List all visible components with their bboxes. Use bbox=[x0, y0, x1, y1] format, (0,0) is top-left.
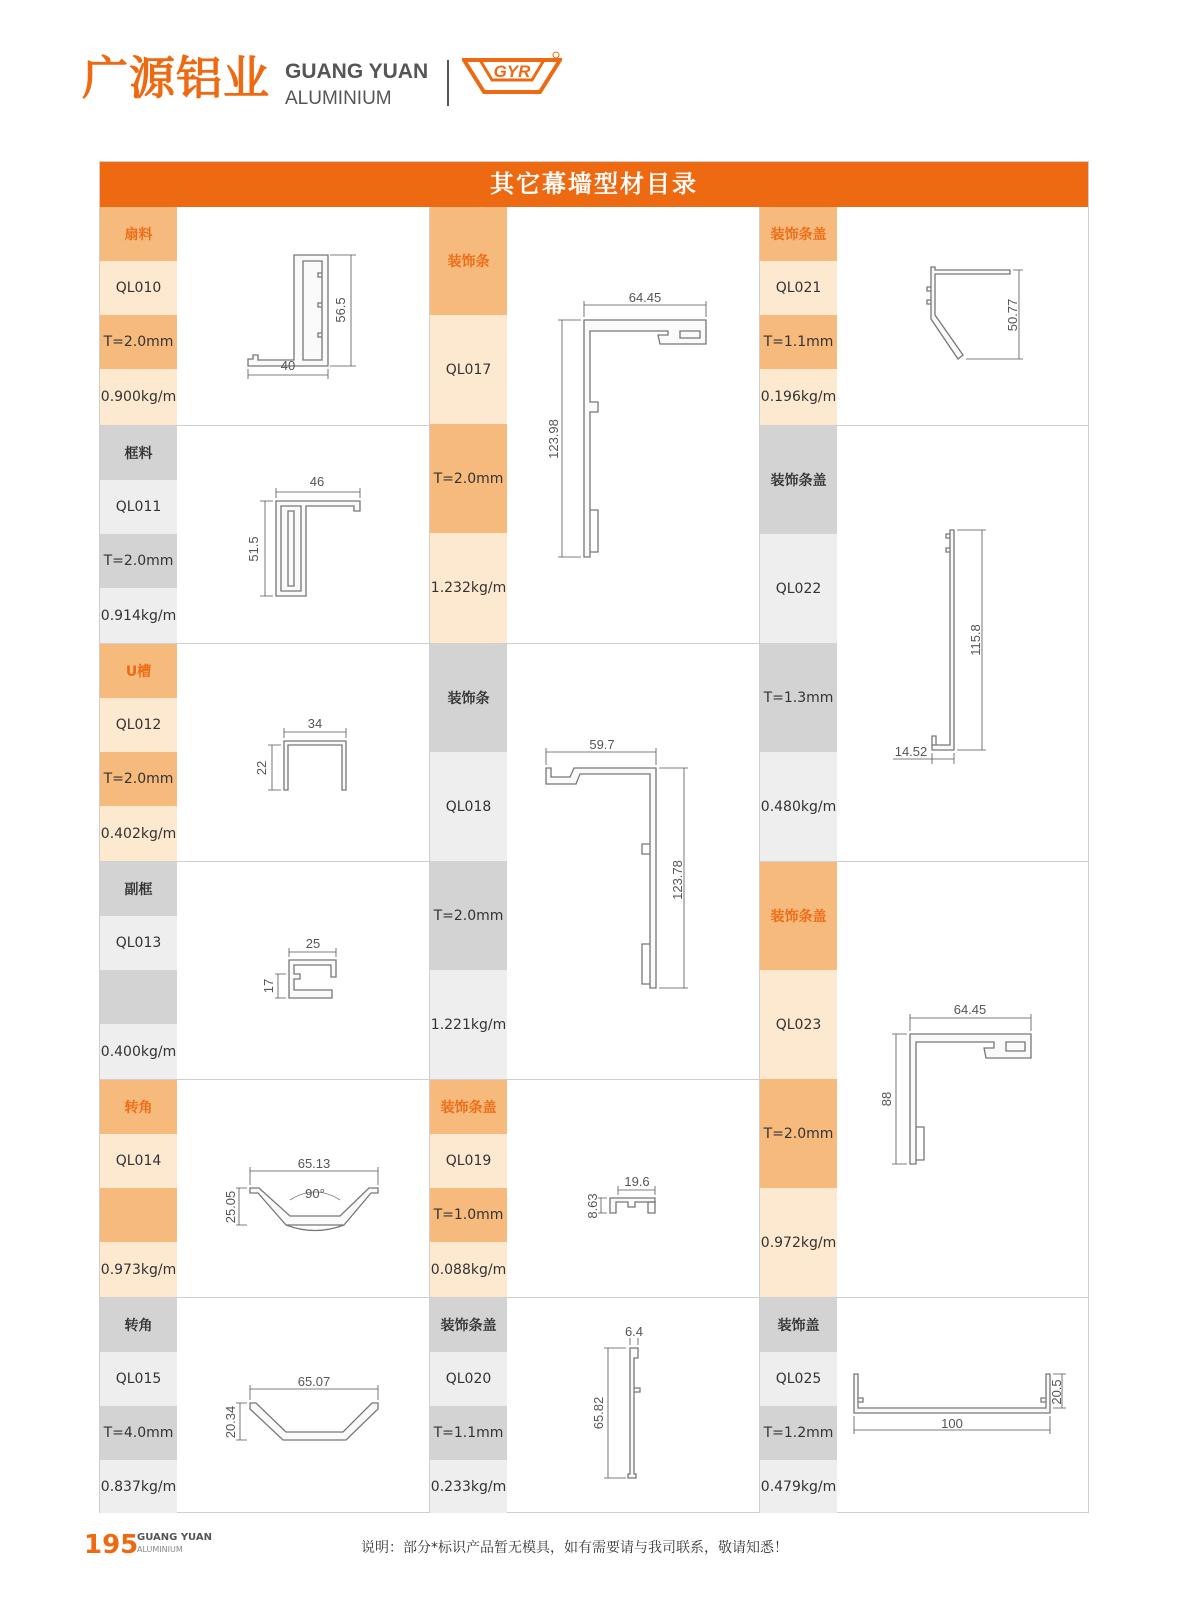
footer-brand-line2: ALUMINIUM bbox=[137, 1545, 183, 1554]
profile-weight: 0.837kg/m bbox=[100, 1460, 177, 1513]
profile-thickness: T=1.2mm bbox=[760, 1406, 837, 1460]
profile-code: QL020 bbox=[430, 1352, 507, 1406]
profile-code: QL011 bbox=[100, 480, 177, 534]
logo-mark-text: GYR bbox=[493, 62, 531, 81]
profile-drawing-ql020 bbox=[508, 1298, 758, 1513]
profile-item-ql025[interactable] bbox=[760, 1298, 1089, 1513]
catalog-title: 其它幕墙型材目录 bbox=[100, 162, 1088, 207]
profile-thickness: T=1.0mm bbox=[430, 1188, 507, 1242]
dimension-label: 25 bbox=[305, 936, 321, 951]
profile-item-ql011[interactable] bbox=[100, 426, 429, 643]
catalog-table bbox=[99, 161, 1089, 1513]
category-label: 装饰条盖 bbox=[430, 1080, 507, 1134]
profile-weight: 0.479kg/m bbox=[760, 1460, 837, 1513]
category-label: 框料 bbox=[100, 426, 177, 480]
profile-drawing-ql019 bbox=[508, 1080, 758, 1297]
profile-drawing-ql023 bbox=[838, 862, 1088, 1297]
profile-thickness: T=2.0mm bbox=[100, 752, 177, 806]
dimension-label: 6.4 bbox=[624, 1324, 644, 1339]
dimension-label: 40 bbox=[280, 358, 296, 373]
profile-item-ql018[interactable] bbox=[430, 644, 759, 1079]
profile-drawing-ql022 bbox=[838, 426, 1088, 861]
profile-drawing-ql025 bbox=[838, 1298, 1088, 1513]
dimension-label: 46 bbox=[309, 474, 325, 489]
brand-english-line2: ALUMINIUM bbox=[285, 88, 392, 109]
profile-thickness: T=2.0mm bbox=[430, 861, 507, 970]
page-number: 195 bbox=[84, 1530, 139, 1560]
brand-chinese-name: 广源铝业 bbox=[82, 51, 270, 105]
profile-drawing-ql015 bbox=[178, 1298, 428, 1513]
profile-weight: 1.221kg/m bbox=[430, 970, 507, 1079]
profile-code: QL014 bbox=[100, 1134, 177, 1188]
dimension-label: 25.05 bbox=[223, 1190, 238, 1224]
profile-item-ql017[interactable] bbox=[430, 207, 759, 643]
profile-code: QL013 bbox=[100, 916, 177, 970]
dimension-label: 59.7 bbox=[589, 737, 615, 752]
catalog-grid bbox=[100, 207, 1088, 1513]
profile-weight: 0.973kg/m bbox=[100, 1242, 177, 1297]
dimension-label: 100 bbox=[941, 1416, 963, 1431]
profile-drawing-ql012 bbox=[178, 644, 428, 861]
dimension-label: 123.98 bbox=[546, 419, 561, 459]
dimension-label: 22 bbox=[254, 760, 269, 776]
dimension-label: 65.82 bbox=[591, 1396, 606, 1430]
category-label: 转角 bbox=[100, 1080, 177, 1134]
profile-weight: 0.088kg/m bbox=[430, 1242, 507, 1297]
profile-thickness: T=2.0mm bbox=[430, 424, 507, 533]
profile-thickness bbox=[100, 1188, 177, 1242]
category-label: 装饰条盖 bbox=[760, 862, 837, 970]
dimension-label: 64.45 bbox=[953, 1002, 987, 1017]
profile-item-ql013[interactable] bbox=[100, 862, 429, 1079]
category-label: 副框 bbox=[100, 862, 177, 916]
category-label: 装饰条盖 bbox=[430, 1298, 507, 1352]
profile-item-ql021[interactable] bbox=[760, 207, 1089, 425]
dimension-label: 34 bbox=[307, 716, 323, 731]
dimension-label: 123.78 bbox=[670, 860, 685, 900]
profile-item-ql012[interactable] bbox=[100, 644, 429, 861]
profile-thickness: T=4.0mm bbox=[100, 1406, 177, 1460]
dimension-label: 56.5 bbox=[333, 297, 348, 323]
profile-thickness: T=2.0mm bbox=[760, 1079, 837, 1188]
dimension-label: 90° bbox=[305, 1186, 325, 1201]
profile-weight: 0.196kg/m bbox=[760, 369, 837, 425]
profile-drawing-ql011 bbox=[178, 426, 428, 643]
profile-item-ql010[interactable] bbox=[100, 207, 429, 425]
dimension-label: 65.07 bbox=[297, 1374, 331, 1389]
profile-drawing-ql013 bbox=[178, 862, 428, 1079]
profile-code: QL021 bbox=[760, 261, 837, 315]
profile-weight: 0.480kg/m bbox=[760, 752, 837, 861]
profile-drawing-ql010 bbox=[178, 207, 428, 425]
profile-code: QL025 bbox=[760, 1352, 837, 1406]
profile-weight: 0.402kg/m bbox=[100, 806, 177, 861]
profile-code: QL012 bbox=[100, 698, 177, 752]
profile-item-ql023[interactable] bbox=[760, 862, 1089, 1297]
category-label: U槽 bbox=[100, 644, 177, 698]
profile-drawing-ql021 bbox=[838, 207, 1088, 425]
category-label: 转角 bbox=[100, 1298, 177, 1352]
profile-code: QL022 bbox=[760, 534, 837, 643]
profile-drawing-ql017 bbox=[508, 207, 758, 643]
profile-thickness: T=1.1mm bbox=[760, 315, 837, 369]
profile-weight: 0.233kg/m bbox=[430, 1460, 507, 1513]
profile-drawing-ql014 bbox=[178, 1080, 428, 1297]
profile-item-ql020[interactable] bbox=[430, 1298, 759, 1513]
profile-item-ql015[interactable] bbox=[100, 1298, 429, 1513]
dimension-label: 50.77 bbox=[1005, 298, 1020, 332]
dimension-label: 17 bbox=[261, 978, 276, 994]
profile-drawing-ql018 bbox=[508, 644, 758, 1079]
profile-code: QL019 bbox=[430, 1134, 507, 1188]
profile-weight: 0.400kg/m bbox=[100, 1024, 177, 1079]
brand-english-line1: GUANG YUAN bbox=[285, 60, 429, 83]
category-label: 扇料 bbox=[100, 207, 177, 261]
profile-thickness: T=2.0mm bbox=[100, 315, 177, 369]
category-label: 装饰条 bbox=[430, 644, 507, 752]
profile-code: QL018 bbox=[430, 752, 507, 861]
category-label: 装饰条盖 bbox=[760, 426, 837, 534]
category-label: 装饰盖 bbox=[760, 1298, 837, 1352]
category-label: 装饰条盖 bbox=[760, 207, 837, 261]
profile-thickness: T=1.3mm bbox=[760, 643, 837, 752]
brand-divider bbox=[447, 60, 449, 106]
profile-item-ql019[interactable] bbox=[430, 1080, 759, 1297]
brand-logo-icon bbox=[462, 50, 562, 106]
profile-code: QL010 bbox=[100, 261, 177, 315]
profile-thickness: T=2.0mm bbox=[100, 534, 177, 588]
profile-code: QL015 bbox=[100, 1352, 177, 1406]
profile-item-ql014[interactable] bbox=[100, 1080, 429, 1297]
profile-weight: 0.900kg/m bbox=[100, 369, 177, 425]
profile-thickness bbox=[100, 970, 177, 1024]
dimension-label: 19.6 bbox=[624, 1174, 650, 1189]
dimension-label: 20.34 bbox=[223, 1405, 238, 1439]
profile-weight: 0.914kg/m bbox=[100, 588, 177, 643]
footer-note: 说明：部分*标识产品暂无模具，如有需要请与我司联系，敬请知悉！ bbox=[361, 1540, 788, 1556]
dimension-label: 115.8 bbox=[968, 624, 983, 656]
profile-thickness: T=1.1mm bbox=[430, 1406, 507, 1460]
dimension-label: 65.13 bbox=[297, 1156, 331, 1171]
profile-weight: 0.972kg/m bbox=[760, 1188, 837, 1297]
dimension-label: 51.5 bbox=[246, 536, 261, 562]
dimension-label: 20.5 bbox=[1049, 1379, 1064, 1405]
dimension-label: 64.45 bbox=[628, 290, 662, 305]
category-label: 装饰条 bbox=[430, 207, 507, 315]
dimension-label: 8.63 bbox=[585, 1193, 600, 1219]
profile-weight: 1.232kg/m bbox=[430, 533, 507, 643]
profile-code: QL023 bbox=[760, 970, 837, 1079]
profile-code: QL017 bbox=[430, 315, 507, 424]
footer-brand-line1: GUANG YUAN bbox=[137, 1532, 212, 1543]
dimension-label: 88 bbox=[879, 1091, 894, 1107]
dimension-label: 14.52 bbox=[894, 744, 928, 759]
profile-item-ql022[interactable] bbox=[760, 426, 1089, 861]
